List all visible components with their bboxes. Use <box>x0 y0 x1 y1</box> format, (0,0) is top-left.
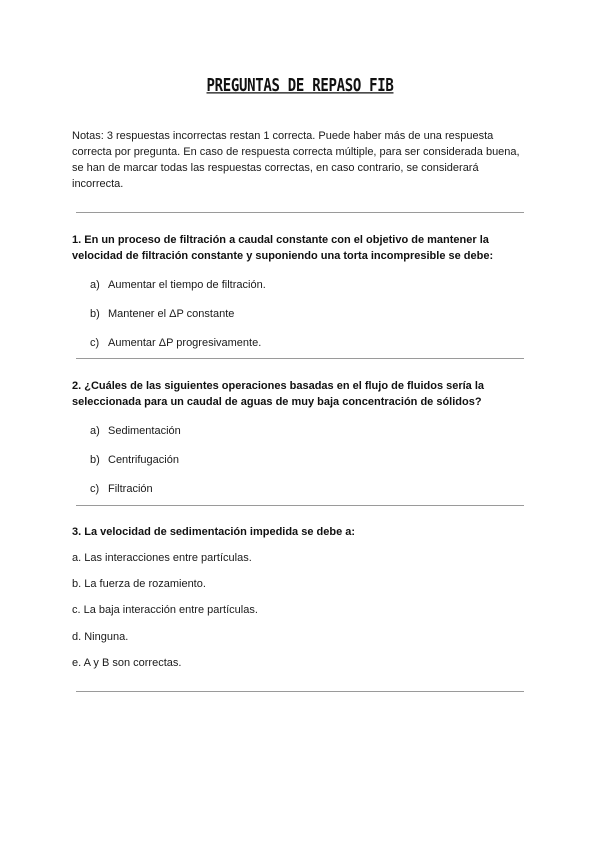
question-2-option-b <box>90 453 179 467</box>
question-2-option-a <box>90 424 181 438</box>
option-text: Mantener el ΔP constante <box>108 308 235 320</box>
question-3-option-c: c. La baja interacción entre partículas. <box>72 604 258 616</box>
question-3-option-b: b. La fuerza de rozamiento. <box>72 578 206 590</box>
option-letter: c) <box>90 483 100 495</box>
option-letter: b) <box>90 308 100 320</box>
question-3-option-e: e. A y B son correctas. <box>72 657 182 669</box>
page-title: PREGUNTAS DE REPASO FIB <box>206 76 394 96</box>
option-letter: a) <box>90 279 100 291</box>
option-text: Aumentar ΔP progresivamente. <box>108 337 262 349</box>
option-letter: c) <box>90 337 100 349</box>
divider <box>76 691 524 692</box>
option-text: Aumentar el tiempo de filtración. <box>108 279 266 291</box>
divider <box>76 358 524 359</box>
question-3-text: 3. La velocidad de sedimentación impedida se debe a: <box>72 526 356 538</box>
divider <box>76 212 524 213</box>
option-letter: a) <box>90 425 100 437</box>
question-2-text: 2. ¿Cuáles de las siguientes operaciones basadas en el flujo de fluidos sería la seleccionada para un caudal de aguas de muy baja concentración de sólidos? <box>72 380 485 408</box>
divider <box>76 505 524 506</box>
question-1-option-b <box>90 307 234 321</box>
question-3-option-a: a. Las interacciones entre partículas. <box>72 552 252 564</box>
option-text: Centrifugación <box>108 454 179 466</box>
question-1-text: 1. En un proceso de filtración a caudal constante con el objetivo de mantener la velocidad de filtración constante y suponiendo una torta incompresible se debe: <box>72 234 494 262</box>
option-letter: b) <box>90 454 100 466</box>
question-3-option-d: d. Ninguna. <box>72 631 129 643</box>
notes-paragraph: Notas: 3 respuestas incorrectas restan 1 correcta. Puede haber más de una respuesta correcta por pregunta. En caso de respuesta correcta múltiple, para ser considerada buena, se han de marcar todas las respuestas correctas, en caso contrario, se considerará incorrecta. <box>72 130 520 190</box>
option-text: Filtración <box>108 483 153 495</box>
question-2-option-c <box>90 482 153 496</box>
question-1-option-a <box>90 278 266 292</box>
option-text: Sedimentación <box>108 425 181 437</box>
question-1-option-c <box>90 336 261 350</box>
